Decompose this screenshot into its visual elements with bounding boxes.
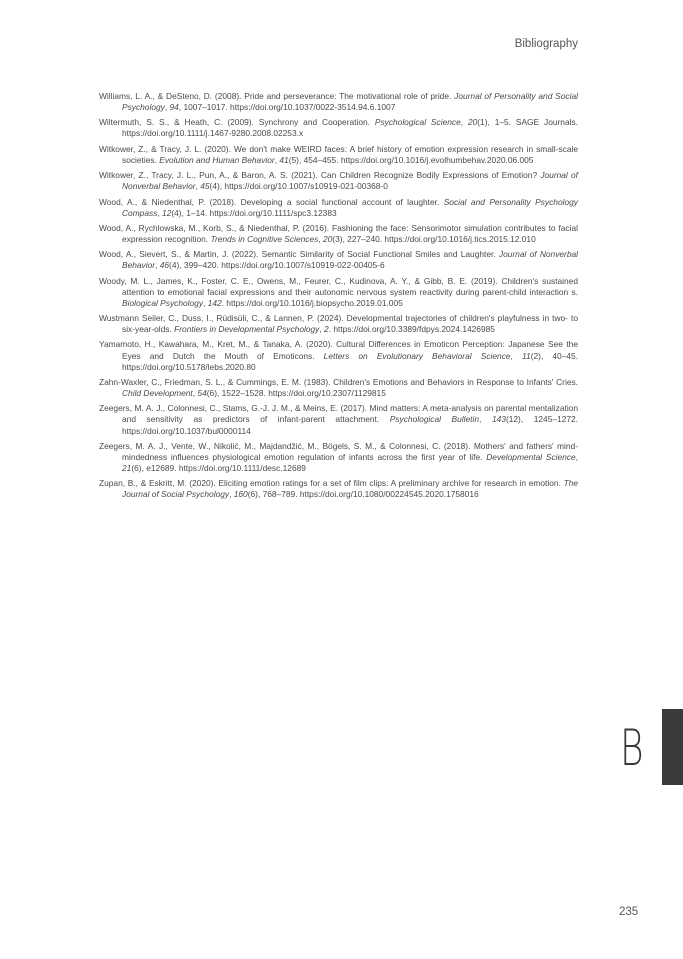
reference-italic-segment: Journal of Nonverbal Behavior [122, 249, 578, 271]
reference-italic-segment: Journal of Personality and Social Psychology [122, 91, 578, 113]
reference-text-segment: , [155, 260, 160, 271]
reference-text-segment: Zahn-Waxler, C., Friedman, S. L., & Cummings, E. M. (1983). Children's Emotions and Behaviors in Response to Infants' Cries. [99, 376, 578, 387]
reference-text-segment: Zupan, B., & Eskritt, M. (2020). Eliciting emotion ratings for a set of film clips: A preliminary archive for research in emotion. [99, 478, 564, 489]
reference-entry [99, 197, 578, 219]
reference-italic-segment: 142 [207, 297, 222, 308]
reference-italic-segment: Biological Psychology [122, 297, 204, 308]
reference-text-segment: . https://doi.org/10.3389/fdpys.2024.1426985 [328, 324, 495, 335]
reference-text-segment: (6), e12689. https://doi.org/10.1111/desc.12689 [131, 462, 306, 473]
reference-text-segment: (4), https://doi.org/10.1007/s10919-021-00368-0 [209, 181, 388, 192]
section-letter: B [620, 719, 644, 777]
reference-entry [99, 313, 578, 335]
reference-text-segment: (12), 1245–1272. https://doi.org/10.1037/bul0000114 [122, 414, 578, 436]
reference-text-segment: Wustmann Seiler, C., Duss, I., Rüdisüli, C., & Lannen, P. (2024). Developmental trajectories of children's playfulness in two- to six-year-olds. [99, 313, 578, 335]
reference-italic-segment: Evolution and Human Behavior [159, 154, 275, 165]
reference-text-segment: Williams, L. A., & DeSteno, D. (2008). Pride and perseverance: The motivational role of pride. [99, 91, 455, 101]
reference-text-segment: , [479, 414, 492, 425]
reference-italic-segment: 11 [522, 350, 531, 361]
reference-italic-segment: 12 [162, 207, 172, 218]
reference-entry [99, 377, 578, 399]
reference-text-segment: , [510, 350, 522, 361]
reference-italic-segment: 21 [122, 462, 132, 473]
reference-text-segment: Witkower, Z., & Tracy, J. L. (2020). We don't make WEIRD faces: A brief history of emotion expression research in small-scale societies. [99, 143, 578, 165]
reference-italic-segment: Journal of Nonverbal Behavior [122, 170, 579, 192]
reference-italic-segment: 94 [169, 102, 179, 113]
reference-italic-segment: 41 [279, 154, 289, 165]
section-thumb-tab [662, 709, 683, 785]
reference-entry [99, 144, 578, 166]
reference-italic-segment: Frontiers in Developmental Psychology [174, 324, 320, 335]
reference-italic-segment: The Journal of Social Psychology [122, 478, 578, 500]
reference-italic-segment: Developmental Science [486, 451, 576, 462]
reference-text-segment: , [195, 181, 201, 192]
reference-text-segment: , [192, 388, 198, 399]
reference-text-segment: (5), 454–455. https://doi.org/10.1016/j.evolhumbehav.2020.06.005 [288, 154, 534, 165]
reference-entry [99, 339, 578, 372]
reference-text-segment: , [164, 102, 170, 113]
reference-text-segment: , [229, 489, 234, 500]
reference-list [99, 91, 578, 505]
reference-text-segment: , [460, 117, 468, 128]
reference-text-segment: (4), 399–420. https://doi.org/10.1007/s10919-022-00405-6 [169, 260, 385, 271]
reference-italic-segment: 160 [233, 489, 248, 500]
reference-italic-segment: Psychological Science [374, 117, 461, 128]
reference-text-segment: , 1007–1017. https://doi.org/10.1037/0022-3514.94.6.1007 [178, 102, 396, 113]
reference-text-segment: (2), 40–45. https://doi.org/10.5178/lebs.2020.80 [122, 350, 579, 372]
reference-entry [99, 91, 578, 113]
reference-entry [99, 249, 578, 271]
reference-entry [99, 478, 578, 500]
reference-text-segment: , [318, 233, 323, 244]
reference-italic-segment: 46 [159, 260, 170, 271]
reference-italic-segment: 2 [324, 324, 329, 335]
reference-text-segment: Wood, A., Sievert, S., & Martin, J. (2022). Semantic Similarity of Social Functional Smiles and Laughter. [99, 249, 499, 260]
reference-text-segment: Zeegers, M. A. J., Vente, W., Nikolić, M., Majdandžić, M., Bögels, S. M., & Colonnesi, C. (2018). Mothers' and fathers' mind-mindedness influences physiological emotion regulation of infants across the first year of life. [99, 440, 578, 462]
reference-text-segment: , [319, 324, 325, 335]
running-header: Bibliography [514, 38, 578, 50]
page-number: 235 [619, 906, 639, 918]
reference-italic-segment: 20 [322, 233, 333, 244]
reference-italic-segment: Social and Personality Psychology Compass [122, 196, 578, 218]
reference-text-segment: , [203, 297, 208, 308]
reference-text-segment: , [575, 451, 578, 462]
reference-italic-segment: 45 [200, 181, 210, 192]
reference-entry [99, 170, 578, 192]
reference-italic-segment: Letters on Evolutionary Behavioral Science [323, 350, 511, 361]
reference-entry [99, 223, 578, 245]
reference-text-segment: Wood, A., & Niedenthal, P. (2018). Developing a social functional account of laughter. [99, 196, 444, 207]
reference-italic-segment: 20 [467, 117, 478, 128]
reference-text-segment: (4), 1–14. https://doi.org/10.1111/spc3.12383 [171, 207, 337, 218]
reference-italic-segment: 143 [491, 414, 506, 425]
reference-entry [99, 276, 578, 309]
reference-text-segment: Woody, M. L., James, K., Foster, C. E., Owens, M., Feurer, C., Kudinova, A. Y., & Gibb, B. E. (2019). Children's sustained attention to emotional facial expressions and their autonomic nervous system reactivity during parent-child interaction s. [99, 275, 578, 297]
reference-text-segment: Yamamoto, H., Kawahara, M., Kret, M., & Tanaka, A. (2020). Cultural Differences in Emoticon Perception: Japanese See the Eyes and Dutch the Mouth of Emoticons. [99, 339, 578, 361]
reference-italic-segment: Child Development [122, 388, 193, 399]
reference-italic-segment: 54 [197, 388, 207, 399]
reference-entry [99, 441, 578, 474]
reference-text-segment: Zeegers, M. A. J., Colonnesi, C., Stams, G.-J. J. M., & Meins, E. (2017). Mind matters: A meta-analysis on parental mentalization and sensitivity as predictors of infant-parent attachment. [99, 403, 578, 425]
reference-text-segment: (1), 1–5. SAGE Journals. https://doi.org/10.1111/j.1467-9280.2008.02253.x [122, 117, 578, 139]
reference-entry [99, 403, 578, 436]
reference-text-segment: , [157, 207, 163, 218]
reference-text-segment: , [274, 154, 280, 165]
reference-text-segment: (6), 768–789. https://doi.org/10.1080/00224545.2020.1758016 [247, 489, 479, 500]
reference-text-segment: Witkower, Z., Tracy, J. L., Pun, A., & Baron, A. S. (2021). Can Children Recognize Bodily Expressions of Emotion? [99, 170, 541, 181]
reference-italic-segment: Trends in Cognitive Sciences [210, 233, 319, 244]
reference-text-segment: (6), 1522–1528. https://doi.org/10.2307/1129815 [206, 388, 386, 399]
reference-italic-segment: Psychological Bulletin [389, 414, 480, 425]
reference-text-segment: (3), 227–240. https://doi.org/10.1016/j.tics.2015.12.010 [332, 233, 536, 244]
reference-text-segment: . https://doi.org/10.1016/j.biopsycho.2019.01.005 [221, 297, 403, 308]
reference-text-segment: Wood, A., Rychlowska, M., Korb, S., & Niedenthal, P. (2016). Fashioning the face: Sensorimotor simulation contributes to facial expression recognition. [99, 222, 578, 244]
reference-entry [99, 117, 578, 139]
reference-text-segment: Wiltermuth, S. S., & Heath, C. (2009). Synchrony and Cooperation. [99, 117, 375, 128]
